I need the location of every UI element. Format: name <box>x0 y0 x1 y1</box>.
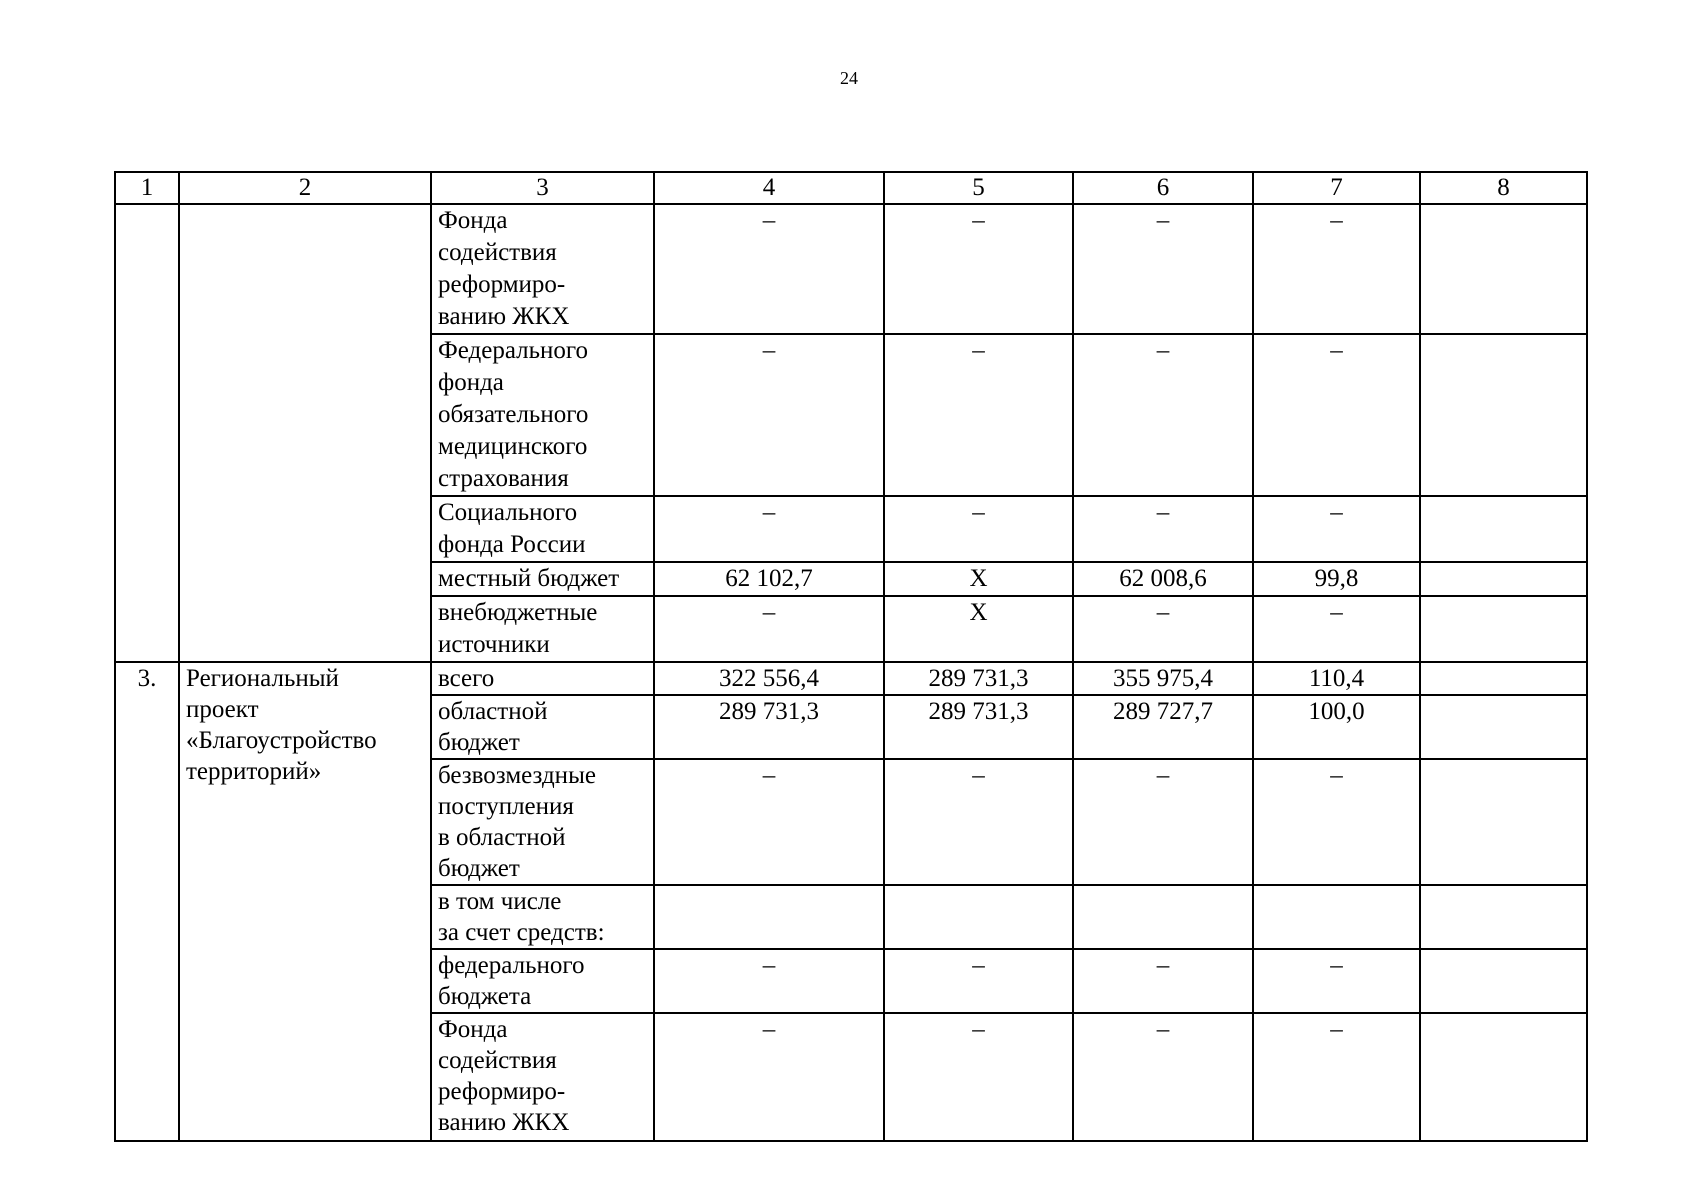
value-cell-c4: – <box>654 1013 884 1141</box>
funding-source-cell: федерального бюджета <box>431 949 654 1013</box>
value-cell-c6: – <box>1073 496 1253 562</box>
table-body <box>115 172 1587 1141</box>
value-cell-c4: 322 556,4 <box>654 662 884 695</box>
value-cell-c6: – <box>1073 759 1253 885</box>
value-cell-c7: – <box>1253 204 1420 334</box>
value-cell-c5: – <box>884 334 1073 496</box>
section-index-cell <box>115 204 179 662</box>
funding-source-cell: местный бюджет <box>431 562 654 596</box>
value-cell-c8 <box>1420 759 1587 885</box>
value-cell-c6: – <box>1073 596 1253 662</box>
value-cell-c7 <box>1253 885 1420 949</box>
column-number-row <box>115 172 1587 204</box>
value-cell-c6 <box>1073 885 1253 949</box>
value-cell-c7: – <box>1253 759 1420 885</box>
value-cell-c6: 62 008,6 <box>1073 562 1253 596</box>
column-number-cell: 7 <box>1253 172 1420 204</box>
value-cell-c5 <box>884 885 1073 949</box>
section-title-cell: Региональный проект «Благоустройство территорий» <box>179 662 431 1141</box>
value-cell-c7: 100,0 <box>1253 695 1420 759</box>
funding-source-cell: Федерального фонда обязательного медицинского страхования <box>431 334 654 496</box>
value-cell-c5: 289 731,3 <box>884 662 1073 695</box>
value-cell-c5: – <box>884 759 1073 885</box>
value-cell-c4: – <box>654 949 884 1013</box>
value-cell-c8 <box>1420 662 1587 695</box>
value-cell-c7: – <box>1253 1013 1420 1141</box>
column-number-cell: 8 <box>1420 172 1587 204</box>
column-number-cell: 2 <box>179 172 431 204</box>
value-cell-c4: – <box>654 496 884 562</box>
value-cell-c6: 355 975,4 <box>1073 662 1253 695</box>
value-cell-c8 <box>1420 496 1587 562</box>
value-cell-c4: – <box>654 204 884 334</box>
value-cell-c6: – <box>1073 334 1253 496</box>
value-cell-c5: – <box>884 496 1073 562</box>
value-cell-c6: – <box>1073 949 1253 1013</box>
value-cell-c8 <box>1420 885 1587 949</box>
value-cell-c7: – <box>1253 596 1420 662</box>
value-cell-c4: – <box>654 596 884 662</box>
funding-source-cell: областной бюджет <box>431 695 654 759</box>
value-cell-c4: 62 102,7 <box>654 562 884 596</box>
value-cell-c5: Х <box>884 596 1073 662</box>
value-cell-c8 <box>1420 334 1587 496</box>
column-number-cell: 4 <box>654 172 884 204</box>
value-cell-c8 <box>1420 596 1587 662</box>
value-cell-c5: – <box>884 204 1073 334</box>
budget-table <box>114 171 1588 1142</box>
funding-source-cell: внебюджетные источники <box>431 596 654 662</box>
section-index-cell: 3. <box>115 662 179 1141</box>
value-cell-c6: 289 727,7 <box>1073 695 1253 759</box>
funding-source-cell: безвозмездные поступления в областной бюджет <box>431 759 654 885</box>
funding-source-cell: Фонда содействия реформиро- ванию ЖКХ <box>431 204 654 334</box>
funding-source-cell: всего <box>431 662 654 695</box>
value-cell-c7: 110,4 <box>1253 662 1420 695</box>
value-cell-c5: – <box>884 1013 1073 1141</box>
value-cell-c6: – <box>1073 1013 1253 1141</box>
value-cell-c5: Х <box>884 562 1073 596</box>
value-cell-c7: – <box>1253 334 1420 496</box>
column-number-cell: 1 <box>115 172 179 204</box>
table-row <box>115 204 1587 334</box>
funding-source-cell: Социального фонда России <box>431 496 654 562</box>
value-cell-c5: 289 731,3 <box>884 695 1073 759</box>
value-cell-c8 <box>1420 949 1587 1013</box>
funding-source-cell: в том числе за счет средств: <box>431 885 654 949</box>
value-cell-c8 <box>1420 1013 1587 1141</box>
value-cell-c7: – <box>1253 496 1420 562</box>
section-title-cell <box>179 204 431 662</box>
value-cell-c4: 289 731,3 <box>654 695 884 759</box>
value-cell-c4 <box>654 885 884 949</box>
value-cell-c8 <box>1420 695 1587 759</box>
value-cell-c4: – <box>654 334 884 496</box>
value-cell-c5: – <box>884 949 1073 1013</box>
column-number-cell: 3 <box>431 172 654 204</box>
funding-source-cell: Фонда содействия реформиро- ванию ЖКХ <box>431 1013 654 1141</box>
column-number-cell: 5 <box>884 172 1073 204</box>
column-number-cell: 6 <box>1073 172 1253 204</box>
page-number: 24 <box>840 68 858 88</box>
value-cell-c8 <box>1420 562 1587 596</box>
value-cell-c8 <box>1420 204 1587 334</box>
value-cell-c7: – <box>1253 949 1420 1013</box>
value-cell-c4: – <box>654 759 884 885</box>
value-cell-c6: – <box>1073 204 1253 334</box>
table-row <box>115 662 1587 695</box>
value-cell-c7: 99,8 <box>1253 562 1420 596</box>
